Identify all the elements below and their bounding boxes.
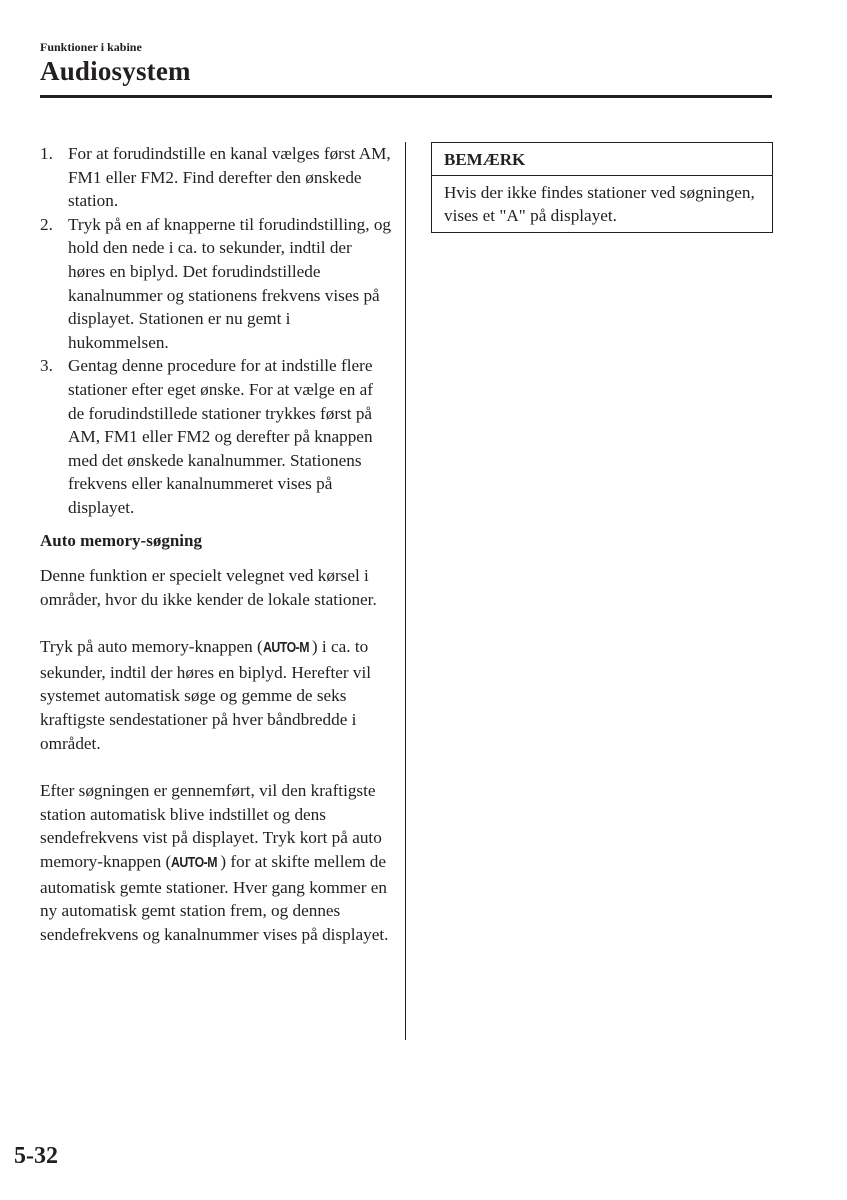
auto-m-button-label: AUTO-M xyxy=(262,640,309,657)
step-number: 2. xyxy=(40,214,53,234)
procedure-steps xyxy=(40,142,392,520)
auto-m-button-label: AUTO-M xyxy=(171,855,218,872)
text-fragment: Efter søgningen er gennemført, vil den kraftigste station automatisk blive indstillet og dens sendefrekvens vist på displayet. Tryk kort på auto memory-knappen ( xyxy=(40,781,382,872)
step-item xyxy=(40,142,392,213)
auto-memory-heading: Auto memory-søgning xyxy=(40,530,202,550)
note-box xyxy=(431,142,773,233)
step-item xyxy=(40,213,392,355)
step-number: 3. xyxy=(40,356,53,376)
step-item xyxy=(40,354,392,519)
section-label: Funktioner i kabine xyxy=(40,40,142,54)
page-title: Audiosystem xyxy=(40,56,191,86)
auto-memory-intro: Denne funktion er specielt velegnet ved kørsel i områder, hvor du ikke kender de lokale stationer. xyxy=(40,566,377,609)
auto-memory-instructions xyxy=(40,635,392,755)
auto-memory-switching xyxy=(40,779,392,946)
note-heading: BEMÆRK xyxy=(432,143,772,176)
text-fragment: ) for at skifte mellem de automatisk gemte stationer. Hver gang kommer en ny automatisk gemt station frem, og dennes sendefrekvens og kanalnummer vises på displayet. xyxy=(40,852,389,944)
step-text: Tryk på en af knapperne til forudindstilling, og hold den nede i ca. to sekunder, indtil der høres en biplyd. Det forudindstillede kanalnummer og stationens frekvens vises på displayet. Stationen er nu gemt i hukommelsen. xyxy=(68,214,392,352)
step-text: Gentag denne procedure for at indstille flere stationer efter eget ønske. For at vælge en af de forudindstillede stationer trykkes først på AM, FM1 eller FM2 og derefter på knappen med det ønskede kanalnummer. Stationens frekvens eller kanalnummeret vises på displayet. xyxy=(68,356,373,517)
page-number: 5-32 xyxy=(14,1143,58,1169)
step-text: For at forudindstille en kanal vælges først AM, FM1 eller FM2. Find derefter den ønskede station. xyxy=(68,144,391,211)
title-divider xyxy=(40,95,772,98)
text-fragment: ) i ca. to sekunder, indtil der høres en biplyd. Herefter vil systemet automatisk søge og gemme de seks kraftigste sendestationer på hver båndbredde i området. xyxy=(40,637,372,753)
text-fragment: Tryk på auto memory-knappen ( xyxy=(40,637,263,657)
main-column xyxy=(40,142,392,946)
column-divider xyxy=(405,142,406,1040)
step-number: 1. xyxy=(40,144,53,163)
note-text: Hvis der ikke findes stationer ved søgningen, vises et "A" på displayet. xyxy=(444,182,755,226)
